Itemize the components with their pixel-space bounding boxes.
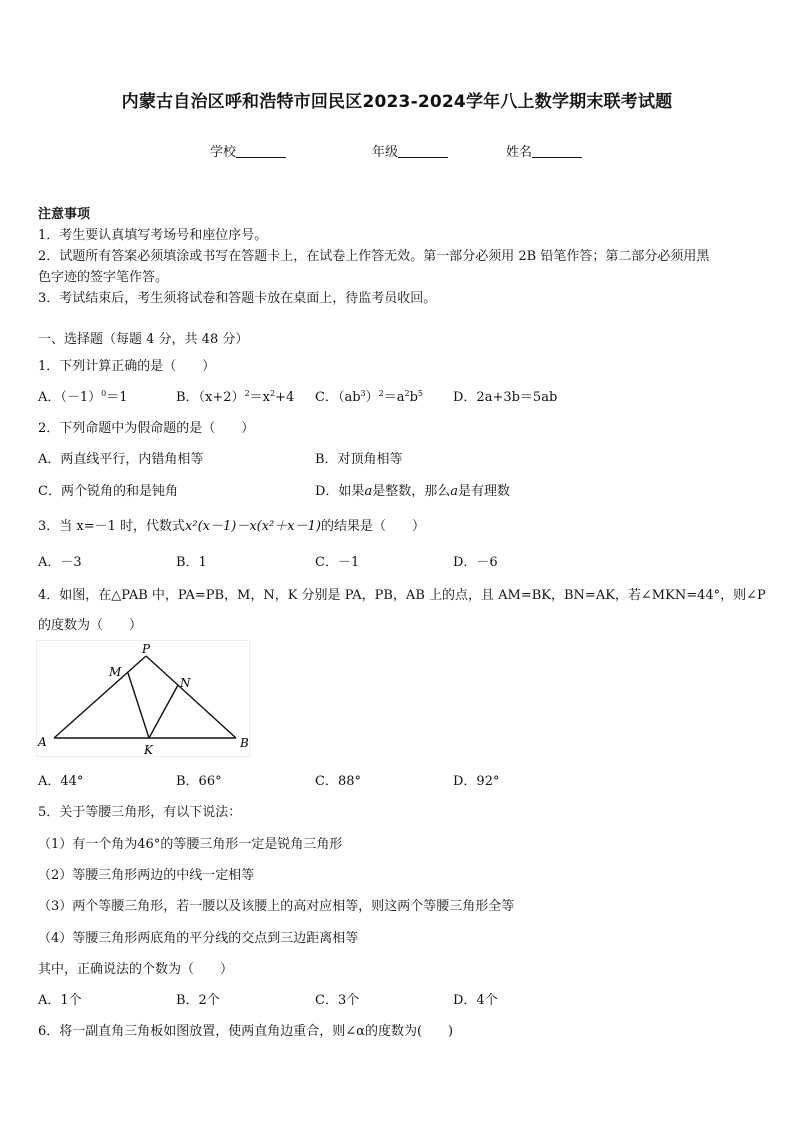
- grade-label: 年级: [372, 145, 399, 160]
- q2-option-a: A．两直线平行，内错角相等: [38, 452, 204, 467]
- q5-option-b: B．2个: [176, 993, 220, 1008]
- q3-option-a: A．－3: [38, 555, 82, 570]
- name-blank: [532, 144, 582, 158]
- label-p: P: [142, 642, 151, 656]
- notice-item: 色字迹的签字笔作答。: [38, 270, 169, 285]
- q2-option-c: C．两个锐角的和是钝角: [38, 484, 178, 499]
- side-pb: [146, 656, 236, 738]
- grade-blank: [398, 144, 448, 158]
- question-5-stem: 5．关于等腰三角形，有以下说法：: [38, 805, 242, 820]
- q1-option-b: B．$(x+2)^2=x^2+4$: [176, 389, 295, 405]
- q2-option-b: B．对顶角相等: [315, 452, 403, 467]
- label-b: B: [240, 736, 249, 750]
- question-4-stem-cont: 的度数为（ ）: [38, 618, 143, 633]
- q5-statement-1: （1）有一个角为46°的等腰三角形一定是锐角三角形: [38, 837, 343, 852]
- side-pa: [54, 656, 146, 738]
- q5-option-d: D．4个: [453, 993, 498, 1008]
- q5-statement-3: （3）两个等腰三角形，若一腰以及该腰上的高对应相等，则这两个等腰三角形全等: [38, 899, 515, 914]
- q5-statement-4: （4）等腰三角形两底角的平分线的交点到三边距离相等: [38, 931, 359, 946]
- question-4-stem: 4．如图，在△PAB 中，PA=PB，M，N，K 分别是 PA，PB，AB 上的点，且 AM=BK，BN=AK，若∠MKN=44°，则∠P: [38, 588, 766, 603]
- q4-option-d: D．92°: [453, 774, 500, 789]
- page-title: 内蒙古自治区呼和浩特市回民区2023-2024学年八上数学期末联考试题: [121, 92, 673, 112]
- q1-option-c: C．$(ab^3)^2=a^2b^5$: [315, 389, 424, 405]
- school-blank: [236, 144, 286, 158]
- q4-option-c: C．88°: [315, 774, 361, 789]
- q3-option-c: C．－1: [315, 555, 360, 570]
- question-3-stem: 3．当 x=－1 时，代数式x²(x－1)－x(x²＋x－1)的结果是（ ）: [38, 519, 425, 534]
- label-n: N: [180, 676, 191, 690]
- question-6-stem: 6．将一副直角三角板如图放置，使两直角边重合，则∠α的度数为( ): [38, 1024, 454, 1039]
- q1-option-a: A．$(-1)^0=1$: [38, 389, 128, 405]
- triangle-figure: [36, 640, 256, 758]
- label-m: M: [109, 665, 122, 679]
- q5-option-c: C．3个: [315, 993, 360, 1008]
- q3-expression: x²(x－1)－x(x²＋x－1): [185, 519, 321, 534]
- q2-option-d: D．如果a是整数，那么a是有理数: [315, 484, 510, 499]
- q3-option-b: B．1: [176, 555, 207, 570]
- notice-heading: 注意事项: [38, 207, 91, 222]
- q3-option-d: D．－6: [453, 555, 498, 570]
- name-field: [506, 141, 582, 160]
- q1-option-d: D．2a+3b＝5ab: [453, 390, 558, 405]
- label-k: K: [144, 743, 153, 757]
- grade-field: [372, 141, 448, 160]
- q4-option-a: A．44°: [38, 774, 84, 789]
- segment-kn: [149, 685, 178, 738]
- question-2-stem: 2．下列命题中为假命题的是（ ）: [38, 421, 255, 436]
- notice-item: 3．考试结束后，考生须将试卷和答题卡放在桌面上，待监考员收回。: [38, 291, 437, 306]
- q5-statement-2: （2）等腰三角形两边的中线一定相等: [38, 868, 255, 883]
- label-a: A: [38, 735, 47, 749]
- name-label: 姓名: [506, 145, 533, 160]
- q5-ask: 其中，正确说法的个数为（ ）: [38, 962, 234, 977]
- school-field: [210, 141, 286, 160]
- school-label: 学校: [210, 145, 237, 160]
- q5-option-a: A．1个: [38, 993, 82, 1008]
- q4-option-b: B．66°: [176, 774, 222, 789]
- section-heading: 一、选择题（每题 4 分，共 48 分）: [38, 332, 249, 347]
- notice-item: 2．试题所有答案必须填涂或书写在答题卡上，在试卷上作答无效。第一部分必须用 2B 铅笔作答；第二部分必须用黑: [38, 249, 710, 264]
- question-1-stem: 1．下列计算正确的是（ ）: [38, 359, 216, 374]
- notice-item: 1．考生要认真填写考场号和座位序号。: [38, 228, 268, 243]
- segment-mk: [128, 673, 149, 738]
